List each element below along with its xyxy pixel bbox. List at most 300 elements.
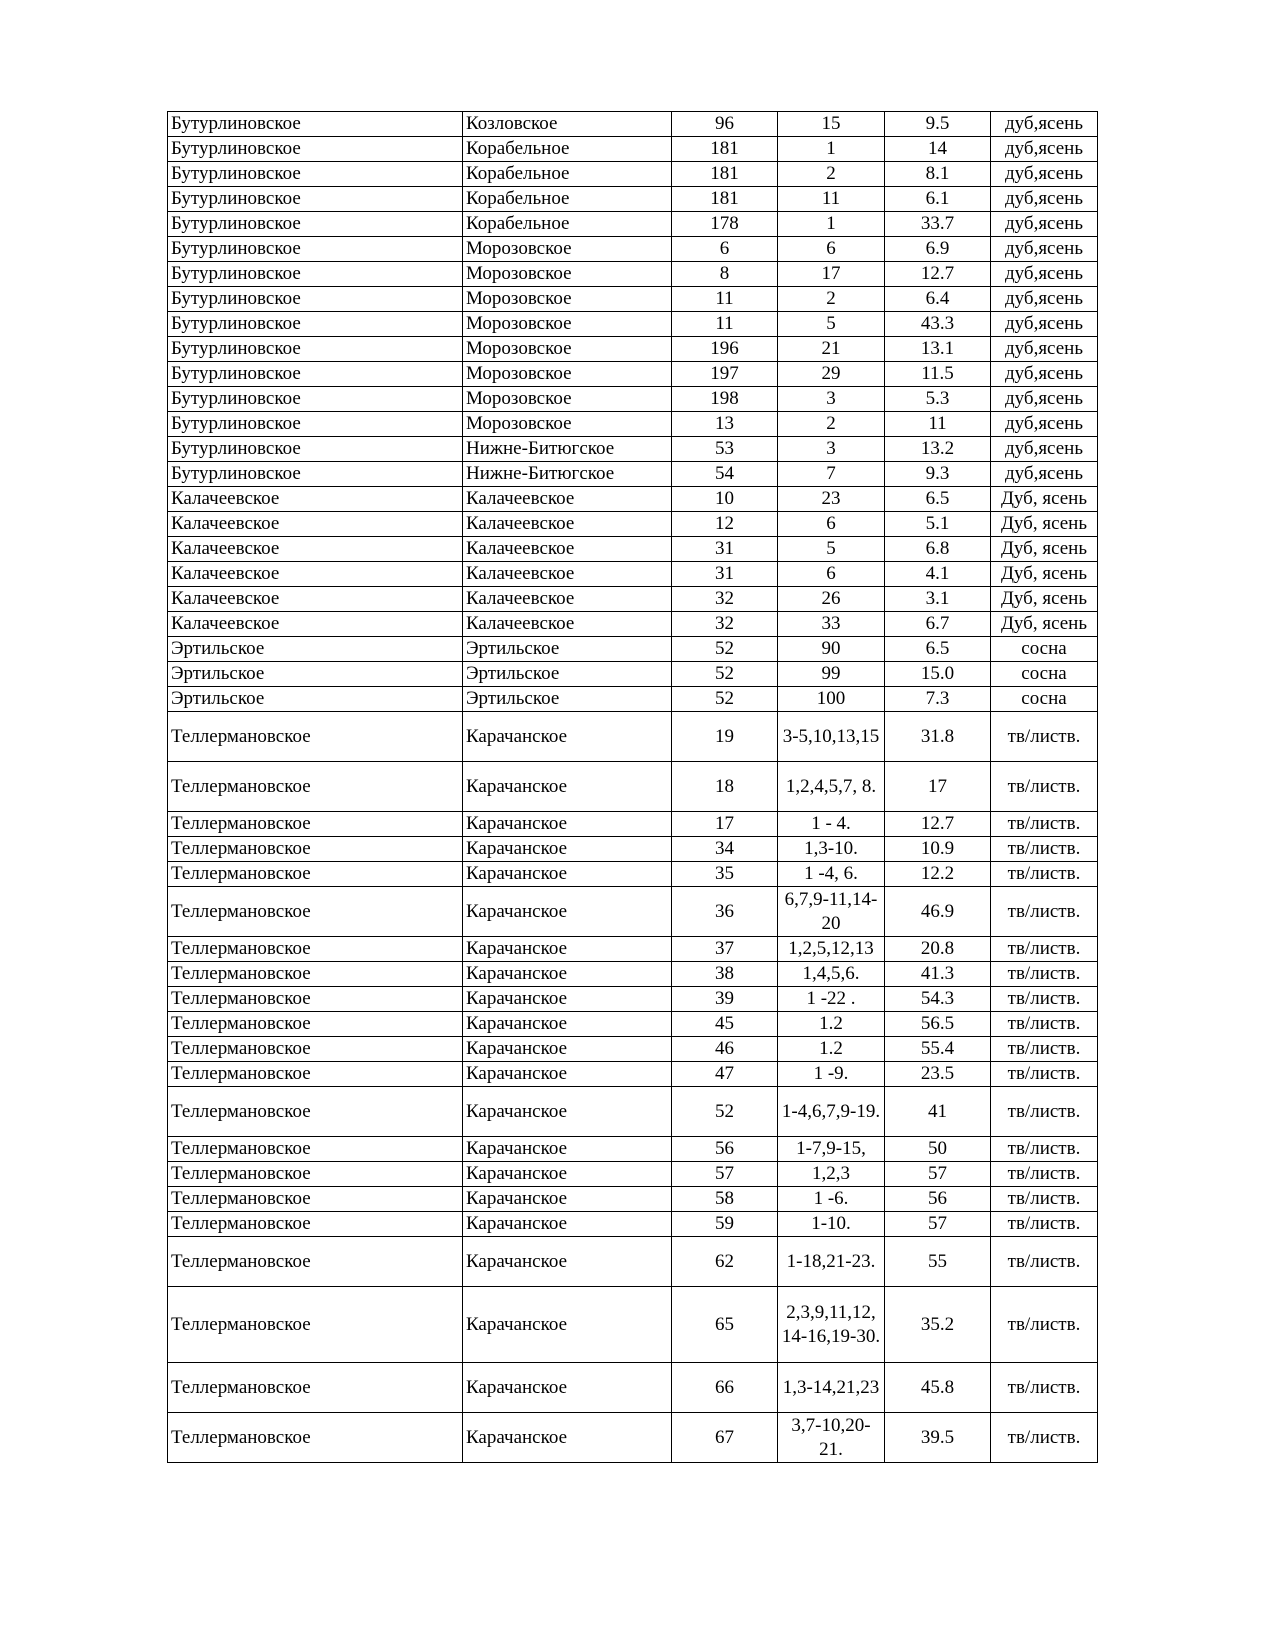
- species-cell: Дуб, ясень: [991, 587, 1098, 612]
- quarter-cell: 181: [672, 137, 778, 162]
- table-row: [168, 412, 1098, 437]
- district-cell: Калачеевское: [463, 487, 672, 512]
- compartment-cell: 1 -9.: [778, 1062, 885, 1087]
- area-cell: 56.5: [885, 1012, 991, 1037]
- district-cell: Эртильское: [463, 687, 672, 712]
- species-cell: дуб,ясень: [991, 412, 1098, 437]
- forestry-cell: Теллермановское: [168, 712, 463, 762]
- quarter-cell: 13: [672, 412, 778, 437]
- area-cell: 8.1: [885, 162, 991, 187]
- compartment-cell: 1,3-14,21,23: [778, 1363, 885, 1413]
- forestry-cell: Бутурлиновское: [168, 212, 463, 237]
- quarter-cell: 11: [672, 312, 778, 337]
- district-cell: Карачанское: [463, 812, 672, 837]
- district-cell: Морозовское: [463, 262, 672, 287]
- quarter-cell: 35: [672, 862, 778, 887]
- species-cell: дуб,ясень: [991, 112, 1098, 137]
- table-row: [168, 1187, 1098, 1212]
- area-cell: 11.5: [885, 362, 991, 387]
- district-cell: Карачанское: [463, 937, 672, 962]
- species-cell: дуб,ясень: [991, 137, 1098, 162]
- district-cell: Нижне-Битюгское: [463, 462, 672, 487]
- quarter-cell: 66: [672, 1363, 778, 1413]
- quarter-cell: 52: [672, 637, 778, 662]
- species-cell: дуб,ясень: [991, 162, 1098, 187]
- table-row: [168, 587, 1098, 612]
- district-cell: Калачеевское: [463, 562, 672, 587]
- quarter-cell: 65: [672, 1287, 778, 1363]
- compartment-cell: 5: [778, 537, 885, 562]
- forestry-cell: Калачеевское: [168, 537, 463, 562]
- area-cell: 6.9: [885, 237, 991, 262]
- table-row: [168, 387, 1098, 412]
- district-cell: Морозовское: [463, 412, 672, 437]
- species-cell: дуб,ясень: [991, 362, 1098, 387]
- quarter-cell: 181: [672, 162, 778, 187]
- table-row: [168, 287, 1098, 312]
- table-row: [168, 237, 1098, 262]
- forestry-cell: Теллермановское: [168, 887, 463, 937]
- species-cell: дуб,ясень: [991, 237, 1098, 262]
- forestry-cell: Теллермановское: [168, 1062, 463, 1087]
- district-cell: Карачанское: [463, 1287, 672, 1363]
- district-cell: Карачанское: [463, 837, 672, 862]
- quarter-cell: 37: [672, 937, 778, 962]
- forestry-cell: Калачеевское: [168, 612, 463, 637]
- species-cell: сосна: [991, 637, 1098, 662]
- quarter-cell: 18: [672, 762, 778, 812]
- table-row: [168, 1363, 1098, 1413]
- compartment-cell: 6: [778, 512, 885, 537]
- compartment-cell: 3,7-10,20-21.: [778, 1413, 885, 1463]
- species-cell: тв/листв.: [991, 862, 1098, 887]
- compartment-cell: 1,2,5,12,13: [778, 937, 885, 962]
- species-cell: тв/листв.: [991, 1062, 1098, 1087]
- table-row: [168, 112, 1098, 137]
- compartment-cell: 26: [778, 587, 885, 612]
- species-cell: дуб,ясень: [991, 312, 1098, 337]
- area-cell: 50: [885, 1137, 991, 1162]
- district-cell: Морозовское: [463, 312, 672, 337]
- area-cell: 14: [885, 137, 991, 162]
- compartment-cell: 2,3,9,11,12, 14-16,19-30.: [778, 1287, 885, 1363]
- district-cell: Калачеевское: [463, 537, 672, 562]
- area-cell: 9.5: [885, 112, 991, 137]
- quarter-cell: 96: [672, 112, 778, 137]
- forestry-cell: Теллермановское: [168, 1287, 463, 1363]
- compartment-cell: 6: [778, 562, 885, 587]
- forestry-cell: Бутурлиновское: [168, 462, 463, 487]
- quarter-cell: 19: [672, 712, 778, 762]
- area-cell: 13.2: [885, 437, 991, 462]
- quarter-cell: 10: [672, 487, 778, 512]
- forestry-cell: Бутурлиновское: [168, 187, 463, 212]
- area-cell: 12.2: [885, 862, 991, 887]
- table-row: [168, 312, 1098, 337]
- area-cell: 11: [885, 412, 991, 437]
- table-row: [168, 1212, 1098, 1237]
- table-row: [168, 812, 1098, 837]
- forestry-cell: Бутурлиновское: [168, 237, 463, 262]
- quarter-cell: 38: [672, 962, 778, 987]
- quarter-cell: 196: [672, 337, 778, 362]
- table-row: [168, 762, 1098, 812]
- species-cell: тв/листв.: [991, 1087, 1098, 1137]
- quarter-cell: 52: [672, 687, 778, 712]
- table-row: [168, 1162, 1098, 1187]
- quarter-cell: 57: [672, 1162, 778, 1187]
- district-cell: Карачанское: [463, 1363, 672, 1413]
- district-cell: Карачанское: [463, 1037, 672, 1062]
- compartment-cell: 15: [778, 112, 885, 137]
- area-cell: 41: [885, 1087, 991, 1137]
- table-row: [168, 162, 1098, 187]
- forestry-table: [167, 111, 1098, 1463]
- species-cell: тв/листв.: [991, 1237, 1098, 1287]
- table-row: [168, 462, 1098, 487]
- compartment-cell: 21: [778, 337, 885, 362]
- district-cell: Карачанское: [463, 1012, 672, 1037]
- area-cell: 6.4: [885, 287, 991, 312]
- area-cell: 45.8: [885, 1363, 991, 1413]
- quarter-cell: 8: [672, 262, 778, 287]
- compartment-cell: 1 - 4.: [778, 812, 885, 837]
- district-cell: Карачанское: [463, 1187, 672, 1212]
- forestry-cell: Бутурлиновское: [168, 362, 463, 387]
- forestry-cell: Бутурлиновское: [168, 387, 463, 412]
- forestry-cell: Эртильское: [168, 637, 463, 662]
- species-cell: тв/листв.: [991, 987, 1098, 1012]
- species-cell: дуб,ясень: [991, 212, 1098, 237]
- table-body: [168, 112, 1098, 1463]
- district-cell: Карачанское: [463, 862, 672, 887]
- area-cell: 6.5: [885, 637, 991, 662]
- table-row: [168, 962, 1098, 987]
- species-cell: Дуб, ясень: [991, 512, 1098, 537]
- area-cell: 31.8: [885, 712, 991, 762]
- species-cell: тв/листв.: [991, 712, 1098, 762]
- area-cell: 46.9: [885, 887, 991, 937]
- quarter-cell: 54: [672, 462, 778, 487]
- compartment-cell: 1.2: [778, 1012, 885, 1037]
- quarter-cell: 6: [672, 237, 778, 262]
- compartment-cell: 2: [778, 162, 885, 187]
- forestry-cell: Теллермановское: [168, 1162, 463, 1187]
- forestry-cell: Бутурлиновское: [168, 262, 463, 287]
- forestry-cell: Калачеевское: [168, 487, 463, 512]
- quarter-cell: 52: [672, 1087, 778, 1137]
- district-cell: Карачанское: [463, 1212, 672, 1237]
- compartment-cell: 3-5,10,13,15: [778, 712, 885, 762]
- forestry-cell: Бутурлиновское: [168, 112, 463, 137]
- district-cell: Корабельное: [463, 212, 672, 237]
- quarter-cell: 32: [672, 587, 778, 612]
- area-cell: 17: [885, 762, 991, 812]
- compartment-cell: 99: [778, 662, 885, 687]
- forestry-cell: Теллермановское: [168, 812, 463, 837]
- species-cell: Дуб, ясень: [991, 562, 1098, 587]
- compartment-cell: 33: [778, 612, 885, 637]
- compartment-cell: 1: [778, 212, 885, 237]
- forestry-cell: Теллермановское: [168, 762, 463, 812]
- quarter-cell: 36: [672, 887, 778, 937]
- species-cell: сосна: [991, 687, 1098, 712]
- compartment-cell: 1: [778, 137, 885, 162]
- species-cell: дуб,ясень: [991, 262, 1098, 287]
- species-cell: дуб,ясень: [991, 287, 1098, 312]
- quarter-cell: 59: [672, 1212, 778, 1237]
- forestry-cell: Бутурлиновское: [168, 162, 463, 187]
- table-row: [168, 712, 1098, 762]
- forestry-cell: Теллермановское: [168, 1037, 463, 1062]
- forestry-cell: Теллермановское: [168, 1187, 463, 1212]
- species-cell: тв/листв.: [991, 1037, 1098, 1062]
- forestry-cell: Теллермановское: [168, 1087, 463, 1137]
- area-cell: 12.7: [885, 812, 991, 837]
- area-cell: 6.8: [885, 537, 991, 562]
- district-cell: Эртильское: [463, 662, 672, 687]
- quarter-cell: 178: [672, 212, 778, 237]
- species-cell: тв/листв.: [991, 837, 1098, 862]
- forestry-cell: Теллермановское: [168, 862, 463, 887]
- quarter-cell: 46: [672, 1037, 778, 1062]
- district-cell: Карачанское: [463, 962, 672, 987]
- species-cell: тв/листв.: [991, 1137, 1098, 1162]
- area-cell: 57: [885, 1162, 991, 1187]
- compartment-cell: 2: [778, 287, 885, 312]
- compartment-cell: 1 -6.: [778, 1187, 885, 1212]
- table-row: [168, 837, 1098, 862]
- forestry-cell: Калачеевское: [168, 512, 463, 537]
- district-cell: Калачеевское: [463, 512, 672, 537]
- table-row: [168, 1137, 1098, 1162]
- table-row: [168, 687, 1098, 712]
- species-cell: тв/листв.: [991, 1413, 1098, 1463]
- compartment-cell: 1,2,4,5,7, 8.: [778, 762, 885, 812]
- forestry-cell: Бутурлиновское: [168, 287, 463, 312]
- area-cell: 6.5: [885, 487, 991, 512]
- compartment-cell: 11: [778, 187, 885, 212]
- forestry-cell: Калачеевское: [168, 562, 463, 587]
- forestry-cell: Эртильское: [168, 662, 463, 687]
- table-row: [168, 537, 1098, 562]
- compartment-cell: 1-4,6,7,9-19.: [778, 1087, 885, 1137]
- quarter-cell: 62: [672, 1237, 778, 1287]
- area-cell: 56: [885, 1187, 991, 1212]
- area-cell: 55.4: [885, 1037, 991, 1062]
- district-cell: Морозовское: [463, 387, 672, 412]
- area-cell: 13.1: [885, 337, 991, 362]
- quarter-cell: 45: [672, 1012, 778, 1037]
- compartment-cell: 90: [778, 637, 885, 662]
- area-cell: 12.7: [885, 262, 991, 287]
- district-cell: Эртильское: [463, 637, 672, 662]
- district-cell: Калачеевское: [463, 612, 672, 637]
- compartment-cell: 1 -4, 6.: [778, 862, 885, 887]
- forestry-cell: Теллермановское: [168, 962, 463, 987]
- district-cell: Корабельное: [463, 187, 672, 212]
- area-cell: 15.0: [885, 662, 991, 687]
- forestry-cell: Теллермановское: [168, 1237, 463, 1287]
- quarter-cell: 67: [672, 1413, 778, 1463]
- quarter-cell: 47: [672, 1062, 778, 1087]
- area-cell: 23.5: [885, 1062, 991, 1087]
- area-cell: 6.1: [885, 187, 991, 212]
- species-cell: дуб,ясень: [991, 187, 1098, 212]
- area-cell: 35.2: [885, 1287, 991, 1363]
- district-cell: Морозовское: [463, 337, 672, 362]
- area-cell: 41.3: [885, 962, 991, 987]
- quarter-cell: 52: [672, 662, 778, 687]
- district-cell: Карачанское: [463, 987, 672, 1012]
- table-row: [168, 362, 1098, 387]
- compartment-cell: 1,3-10.: [778, 837, 885, 862]
- species-cell: тв/листв.: [991, 887, 1098, 937]
- table-row: [168, 512, 1098, 537]
- area-cell: 5.1: [885, 512, 991, 537]
- table-row: [168, 1012, 1098, 1037]
- district-cell: Морозовское: [463, 287, 672, 312]
- species-cell: Дуб, ясень: [991, 487, 1098, 512]
- quarter-cell: 34: [672, 837, 778, 862]
- table-row: [168, 337, 1098, 362]
- species-cell: Дуб, ясень: [991, 612, 1098, 637]
- district-cell: Козловское: [463, 112, 672, 137]
- quarter-cell: 31: [672, 537, 778, 562]
- table-row: [168, 887, 1098, 937]
- area-cell: 20.8: [885, 937, 991, 962]
- quarter-cell: 198: [672, 387, 778, 412]
- district-cell: Морозовское: [463, 362, 672, 387]
- compartment-cell: 23: [778, 487, 885, 512]
- district-cell: Карачанское: [463, 712, 672, 762]
- quarter-cell: 32: [672, 612, 778, 637]
- table-row: [168, 262, 1098, 287]
- district-cell: Нижне-Битюгское: [463, 437, 672, 462]
- forestry-cell: Бутурлиновское: [168, 412, 463, 437]
- district-cell: Карачанское: [463, 1062, 672, 1087]
- table-row: [168, 1287, 1098, 1363]
- area-cell: 39.5: [885, 1413, 991, 1463]
- quarter-cell: 17: [672, 812, 778, 837]
- table-row: [168, 612, 1098, 637]
- forestry-cell: Бутурлиновское: [168, 437, 463, 462]
- area-cell: 9.3: [885, 462, 991, 487]
- quarter-cell: 197: [672, 362, 778, 387]
- district-cell: Карачанское: [463, 762, 672, 812]
- species-cell: тв/листв.: [991, 762, 1098, 812]
- district-cell: Карачанское: [463, 1087, 672, 1137]
- compartment-cell: 1-10.: [778, 1212, 885, 1237]
- table-row: [168, 487, 1098, 512]
- species-cell: сосна: [991, 662, 1098, 687]
- forestry-cell: Теллермановское: [168, 1137, 463, 1162]
- table-row: [168, 1237, 1098, 1287]
- area-cell: 5.3: [885, 387, 991, 412]
- table-row: [168, 187, 1098, 212]
- table-row: [168, 987, 1098, 1012]
- district-cell: Корабельное: [463, 137, 672, 162]
- table-row: [168, 662, 1098, 687]
- district-cell: Карачанское: [463, 1237, 672, 1287]
- table-row: [168, 862, 1098, 887]
- table-row: [168, 212, 1098, 237]
- species-cell: тв/листв.: [991, 812, 1098, 837]
- forestry-cell: Теллермановское: [168, 837, 463, 862]
- compartment-cell: 1.2: [778, 1037, 885, 1062]
- quarter-cell: 58: [672, 1187, 778, 1212]
- compartment-cell: 29: [778, 362, 885, 387]
- table-row: [168, 1037, 1098, 1062]
- table-row: [168, 437, 1098, 462]
- compartment-cell: 6: [778, 237, 885, 262]
- species-cell: тв/листв.: [991, 1187, 1098, 1212]
- compartment-cell: 3: [778, 387, 885, 412]
- compartment-cell: 2: [778, 412, 885, 437]
- compartment-cell: 3: [778, 437, 885, 462]
- compartment-cell: 100: [778, 687, 885, 712]
- species-cell: тв/листв.: [991, 1162, 1098, 1187]
- table-row: [168, 1413, 1098, 1463]
- table-row: [168, 937, 1098, 962]
- quarter-cell: 53: [672, 437, 778, 462]
- species-cell: тв/листв.: [991, 1287, 1098, 1363]
- area-cell: 55: [885, 1237, 991, 1287]
- species-cell: дуб,ясень: [991, 387, 1098, 412]
- area-cell: 7.3: [885, 687, 991, 712]
- forestry-cell: Теллермановское: [168, 937, 463, 962]
- species-cell: тв/листв.: [991, 1212, 1098, 1237]
- table-row: [168, 137, 1098, 162]
- quarter-cell: 31: [672, 562, 778, 587]
- forestry-cell: Калачеевское: [168, 587, 463, 612]
- area-cell: 43.3: [885, 312, 991, 337]
- species-cell: тв/листв.: [991, 937, 1098, 962]
- compartment-cell: 1-7,9-15,: [778, 1137, 885, 1162]
- forestry-cell: Теллермановское: [168, 1212, 463, 1237]
- area-cell: 54.3: [885, 987, 991, 1012]
- forestry-cell: Эртильское: [168, 687, 463, 712]
- district-cell: Корабельное: [463, 162, 672, 187]
- species-cell: тв/листв.: [991, 962, 1098, 987]
- district-cell: Карачанское: [463, 887, 672, 937]
- area-cell: 33.7: [885, 212, 991, 237]
- compartment-cell: 6,7,9-11,14-20: [778, 887, 885, 937]
- compartment-cell: 1,2,3: [778, 1162, 885, 1187]
- species-cell: дуб,ясень: [991, 437, 1098, 462]
- compartment-cell: 7: [778, 462, 885, 487]
- species-cell: дуб,ясень: [991, 337, 1098, 362]
- table-row: [168, 1062, 1098, 1087]
- forestry-cell: Бутурлиновское: [168, 312, 463, 337]
- species-cell: дуб,ясень: [991, 462, 1098, 487]
- species-cell: тв/листв.: [991, 1012, 1098, 1037]
- area-cell: 6.7: [885, 612, 991, 637]
- area-cell: 57: [885, 1212, 991, 1237]
- compartment-cell: 1-18,21-23.: [778, 1237, 885, 1287]
- species-cell: тв/листв.: [991, 1363, 1098, 1413]
- forestry-cell: Теллермановское: [168, 1413, 463, 1463]
- forestry-cell: Бутурлиновское: [168, 337, 463, 362]
- quarter-cell: 39: [672, 987, 778, 1012]
- forestry-cell: Теллермановское: [168, 1363, 463, 1413]
- forestry-cell: Теллермановское: [168, 987, 463, 1012]
- forestry-cell: Бутурлиновское: [168, 137, 463, 162]
- table-row: [168, 1087, 1098, 1137]
- forestry-cell: Теллермановское: [168, 1012, 463, 1037]
- quarter-cell: 56: [672, 1137, 778, 1162]
- compartment-cell: 1 -22 .: [778, 987, 885, 1012]
